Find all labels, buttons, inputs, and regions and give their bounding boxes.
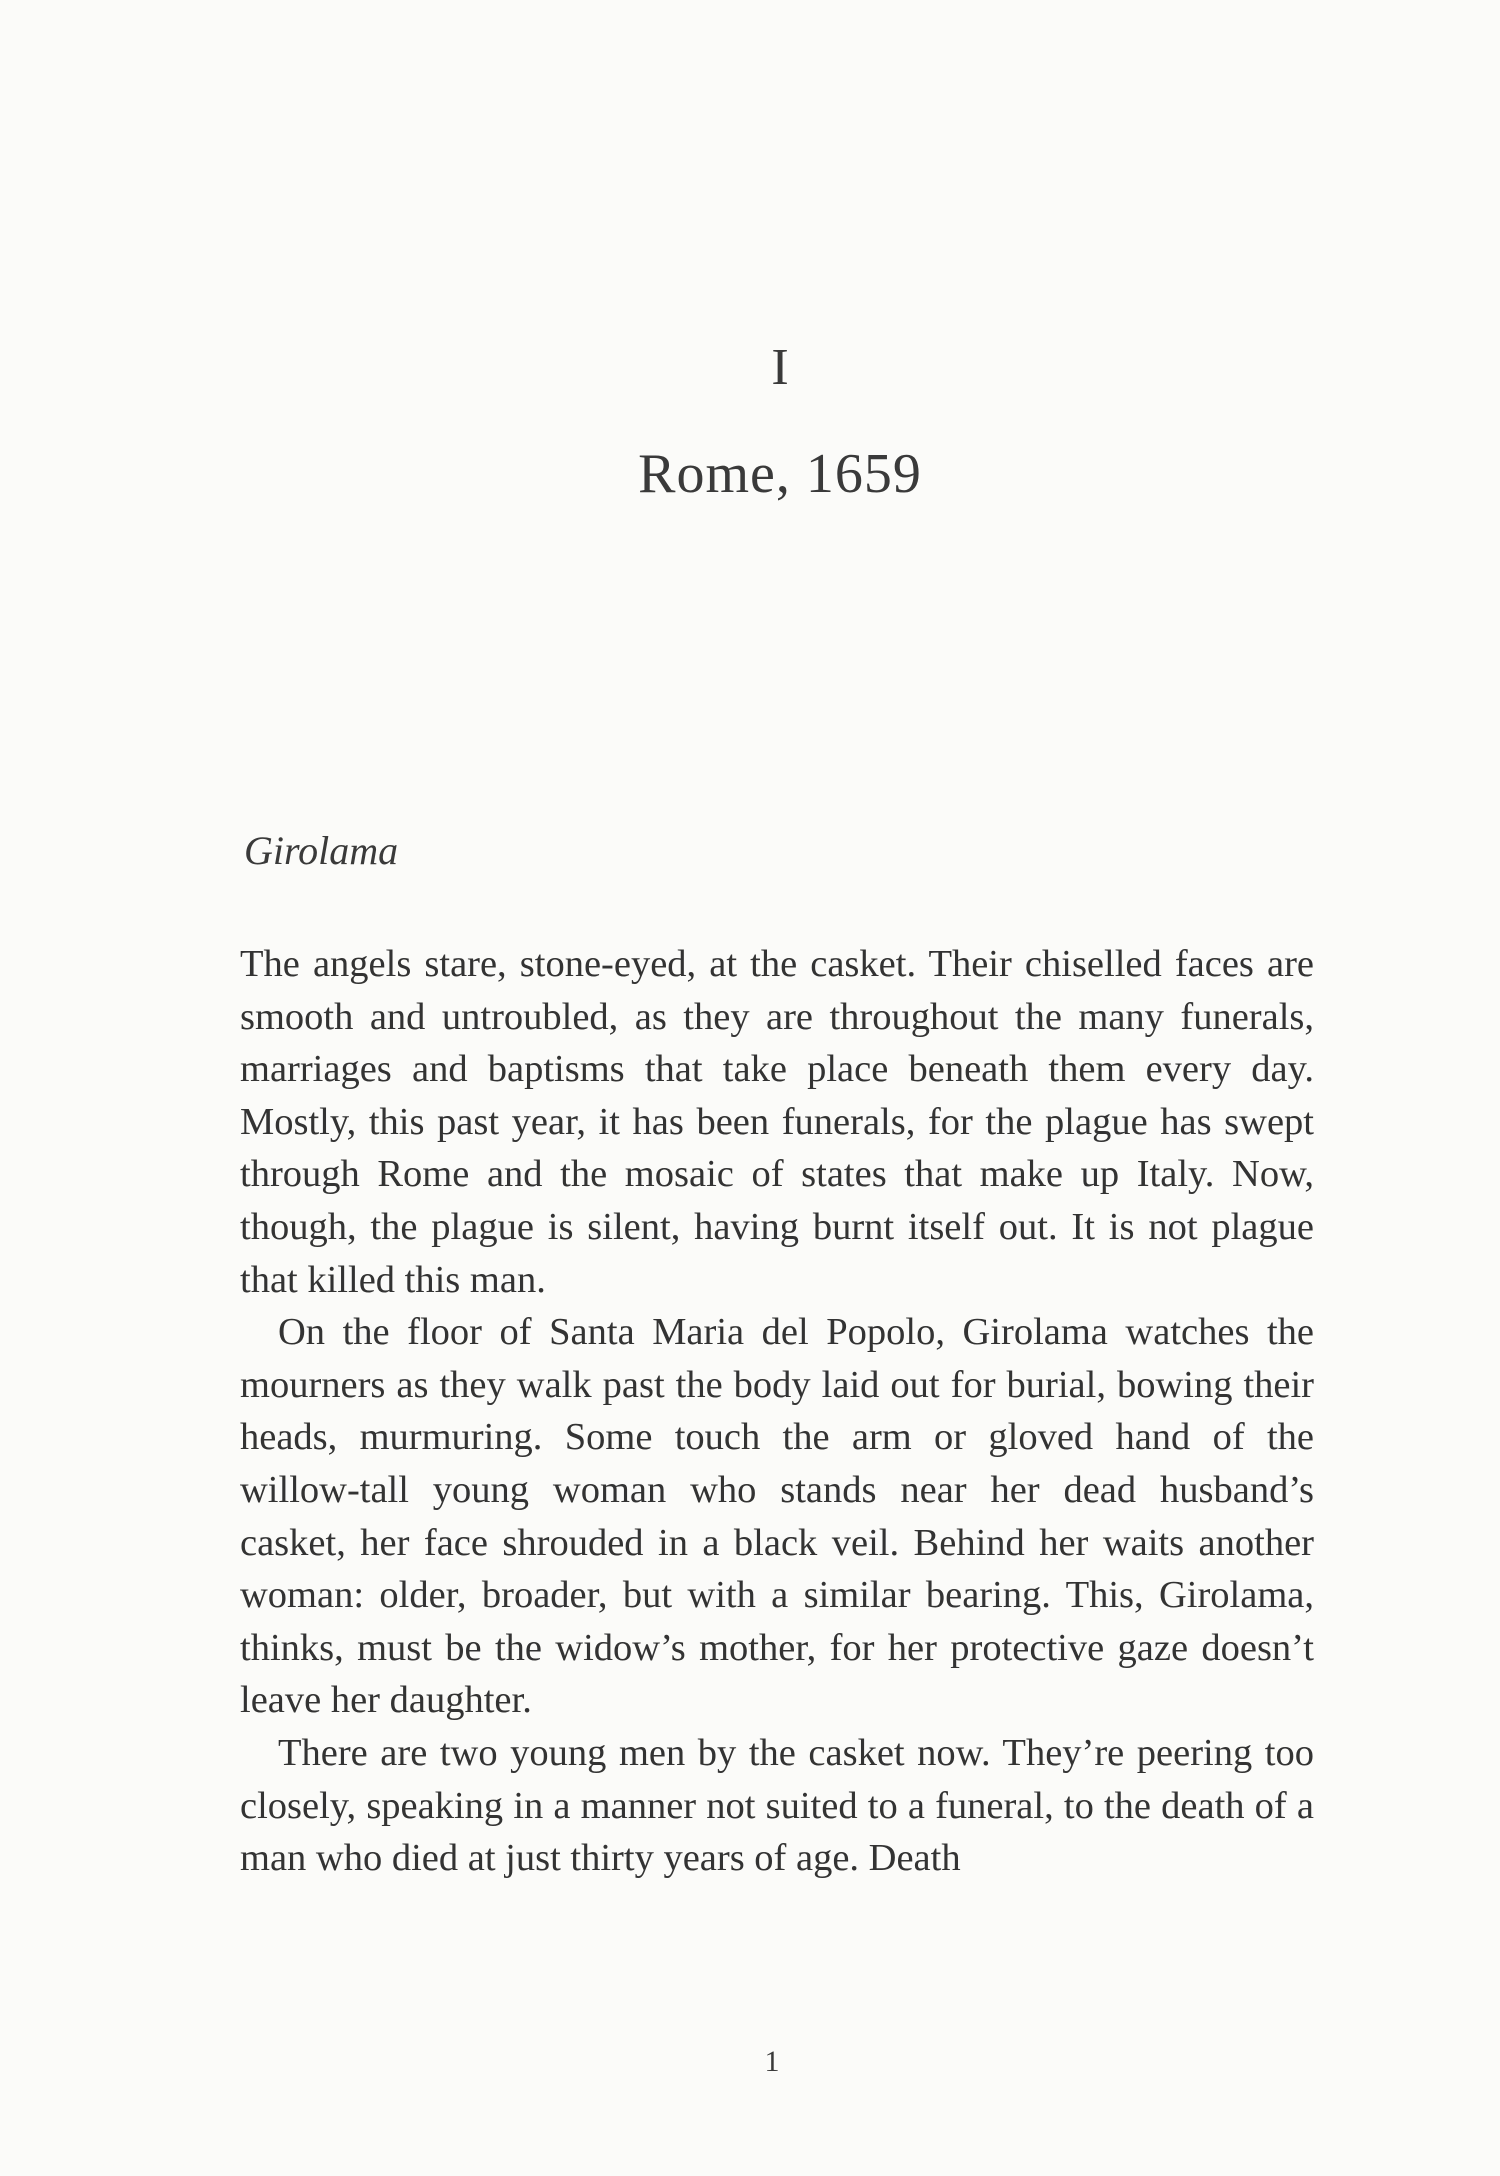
body-text [240, 938, 1314, 1885]
part-title: Rome, 1659 [638, 443, 922, 505]
paragraph-3: There are two young men by the casket now. They’re peering too closely, speaking in a manner not suited to a funeral, to the death of a man who died at just thirty years of age. Death [240, 1731, 1314, 1880]
part-number: I [771, 339, 789, 396]
page-number: 1 [764, 2045, 780, 2078]
paragraph-1: The angels stare, stone-eyed, at the casket. Their chiselled faces are smooth and untroubled, as they are throughout the many funerals, marriages and baptisms that take place beneath them every day. Mostly, this past year, it has been funerals, for the plague has swept through Rome and the mosaic of states that make up Italy. Now, though, the plague is silent, having burnt itself out. It is not plague that killed this man. [240, 943, 1314, 1301]
paragraph-2: On the floor of Santa Maria del Popolo, Girolama watches the mourners as they walk past the body laid out for burial, bowing their heads, murmuring. Some touch the arm or gloved hand of the willow-tall young woman who stands near her dead husband’s casket, her face shrouded in a black veil. Behind her waits another woman: older, broader, but with a similar bearing. This, Girolama, thinks, must be the widow’s mother, for her protective gaze doesn’t leave her daughter. [240, 1311, 1314, 1722]
chapter-heading: Girolama [244, 828, 399, 873]
